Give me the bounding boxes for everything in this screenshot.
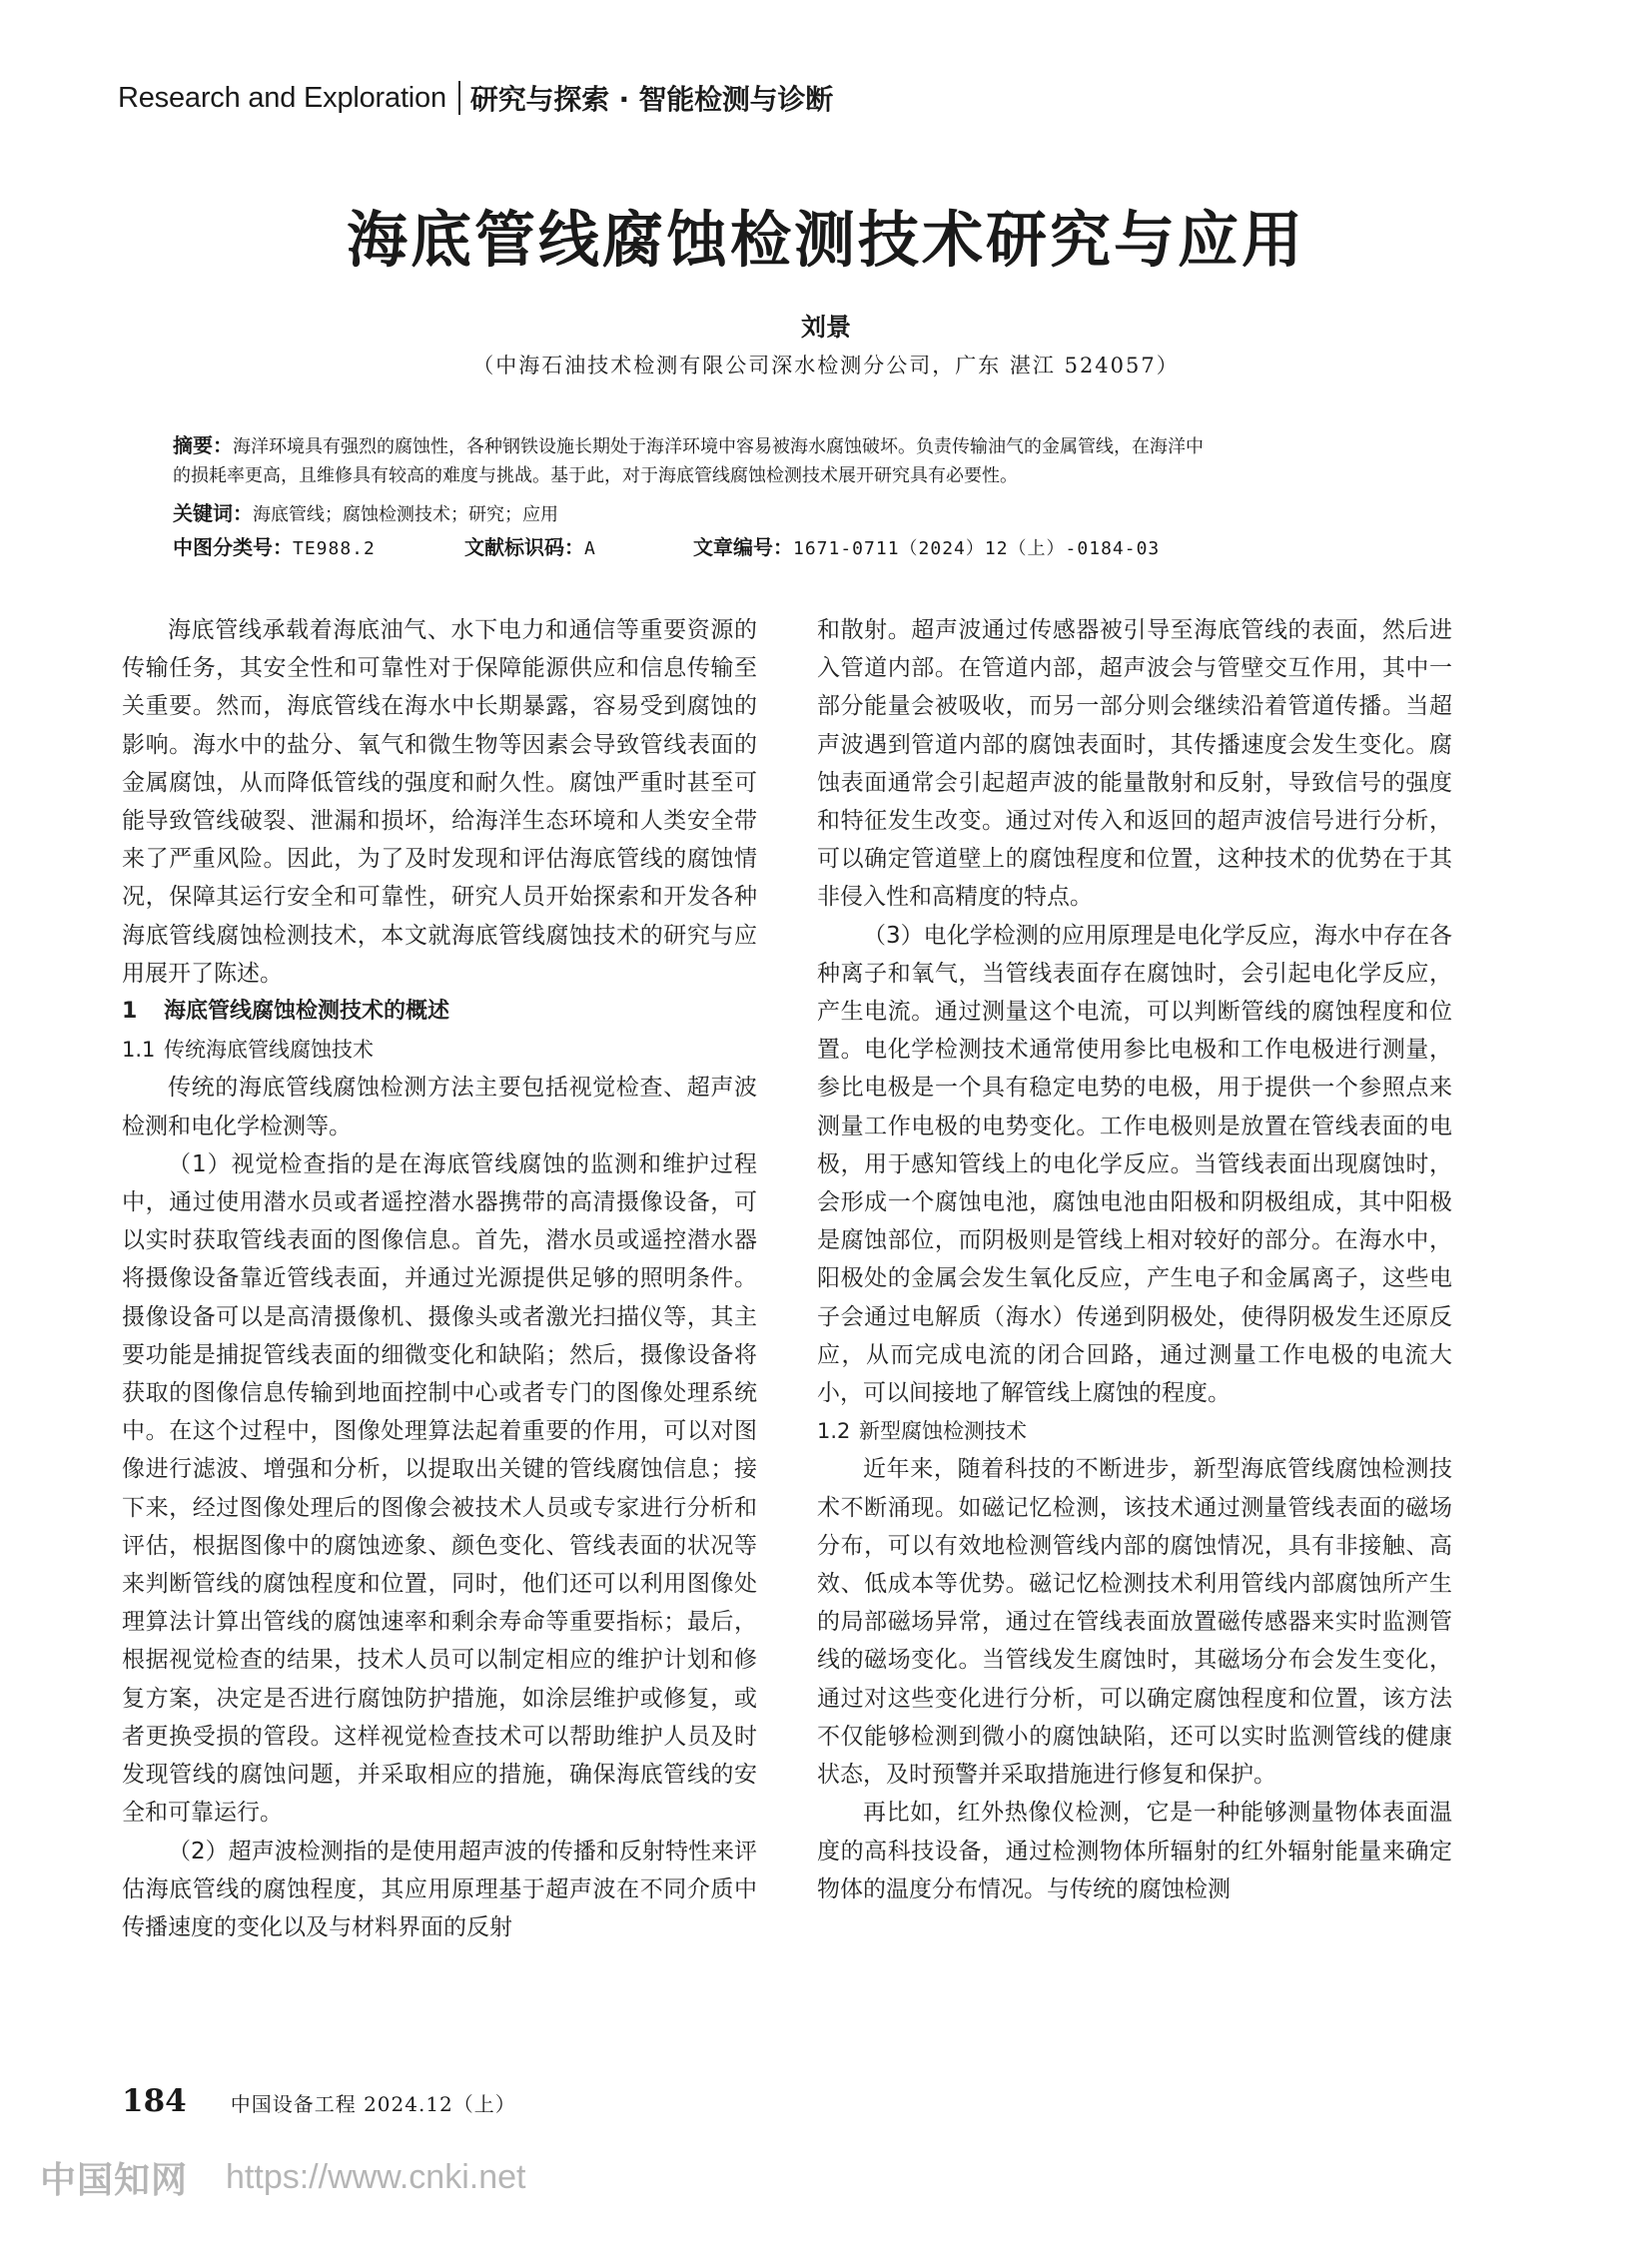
article-number-value: 1671-0711（2024）12（上）-0184-03 <box>793 538 1161 559</box>
section-heading <box>122 1031 757 1069</box>
right-column <box>817 611 1452 1908</box>
article-number-item <box>693 531 1160 560</box>
affiliation: （中海石油技术检测有限公司深水检测分公司，广东 湛江 524057） <box>472 354 1180 377</box>
left-column <box>122 611 757 1946</box>
header-english: Research and Exploration <box>118 81 446 114</box>
clc-value: TE988.2 <box>293 538 376 559</box>
author: 刘景 <box>800 313 851 342</box>
section-title: 海底管线腐蚀检测技术的概述 <box>164 999 450 1025</box>
keywords-label: 关键词： <box>173 501 253 525</box>
cnki-url[interactable]: https://www.cnki.net <box>226 2158 526 2196</box>
abstract-line-2: 的损耗率更高，且维修具有较高的难度与挑战。基于此，对于海底管线腐蚀检测技术展开研究具有必要性。 <box>173 465 1018 486</box>
body-paragraph: （1）视觉检查指的是在海底管线腐蚀的监测和维护过程中，通过使用潜水员或者遥控潜水器携带的高清摄像设备，可以实时获取管线表面的图像信息。首先，潜水员或遥控潜水器将摄像设备靠近管线表面，并通过光源提供足够的照明条件。摄像设备可以是高清摄像机、摄像头或者激光扫描仪等，其主要功能是捕捉管线表面的细微变化和缺陷；然后，摄像设备将获取的图像信息传输到地面控制中心或者专门的图像处理系统中。在这个过程中，图像处理算法起着重要的作用，可以对图像进行滤波、增强和分析，以提取出关键的管线腐蚀信息；接下来，经过图像处理后的图像会被技术人员或专家进行分析和评估，根据图像中的腐蚀迹象、颜色变化、管线表面的状况等来判断管线的腐蚀程度和位置，同时，他们还可以利用图像处理算法计算出管线的腐蚀速率和剩余寿命等重要指标；最后，根据视觉检查的结果，技术人员可以制定相应的维护计划和修复方案，决定是否进行腐蚀防护措施，如涂层维护或修复，或者更换受损的管段。这样视觉检查技术可以帮助维护人员及时发现管线的腐蚀问题，并采取相应的措施，确保海底管线的安全和可靠运行。 <box>122 1150 757 1827</box>
body-paragraph: 再比如，红外热像仪检测，它是一种能够测量物体表面温度的高科技设备，通过检测物体所辐射的红外辐射能量来确定物体的温度分布情况。与传统的腐蚀检测 <box>817 1800 1452 1902</box>
clc-label: 中图分类号： <box>173 535 293 559</box>
body-paragraph: 和散射。超声波通过传感器被引导至海底管线的表面，然后进入管道内部。在管道内部，超声波会与管壁交互作用，其中一部分能量会被吸收，而另一部分则会继续沿着管道传播。当超声波遇到管道内部的腐蚀表面时，其传播速度会发生变化。腐蚀表面通常会引起超声波的能量散射和反射，导致信号的强度和特征发生改变。通过对传入和返回的超声波信号进行分析，可以确定管道壁上的腐蚀程度和位置，这种技术的优势在于其非侵入性和高精度的特点。 <box>817 617 1452 911</box>
section-title: 传统海底管线腐蚀技术 <box>164 1038 374 1063</box>
article-number-label: 文章编号： <box>693 535 793 559</box>
page-footer <box>122 2083 516 2119</box>
section-number: 1.1 <box>122 1038 156 1063</box>
section-heading <box>122 993 757 1031</box>
page-number: 184 <box>122 2083 187 2119</box>
doc-code-label: 文献标识码： <box>464 535 584 559</box>
section-number: 1 <box>122 999 138 1025</box>
doc-code-item <box>464 531 596 560</box>
clc-item <box>173 531 376 560</box>
cnki-watermark <box>40 2152 525 2203</box>
body-paragraph: 近年来，随着科技的不断进步，新型海底管线腐蚀检测技术不断涌现。如磁记忆检测，该技术通过测量管线表面的磁场分布，可以有效地检测管线内部的腐蚀情况，具有非接触、高效、低成本等优势。磁记忆检测技术利用管线内部腐蚀所产生的局部磁场异常，通过在管线表面放置磁传感器来实时监测管线的磁场变化。当管线发生腐蚀时，其磁场分布会发生变化，通过对这些变化进行分析，可以确定腐蚀程度和位置，该方法不仅能够检测到微小的腐蚀缺陷，还可以实时监测管线的健康状态，及时预警并采取措施进行修复和保护。 <box>817 1456 1452 1789</box>
journal-info: 中国设备工程 2024.12（上） <box>230 2092 516 2116</box>
header-divider <box>458 81 460 115</box>
abstract-line-1: 海洋环境具有强烈的腐蚀性，各种钢铁设施长期处于海洋环境中容易被海水腐蚀破坏。负责传输油气的金属管线，在海洋中 <box>233 436 1204 457</box>
body-paragraph: 海底管线承载着海底油气、水下电力和通信等重要资源的传输任务，其安全性和可靠性对于保障能源供应和信息传输至关重要。然而，海底管线在海水中长期暴露，容易受到腐蚀的影响。海水中的盐分、氧气和微生物等因素会导致管线表面的金属腐蚀，从而降低管线的强度和耐久性。腐蚀严重时甚至可能导致管线破裂、泄漏和损坏，给海洋生态环境和人类安全带来了严重风险。因此，为了及时发现和评估海底管线的腐蚀情况，保障其运行安全和可靠性，研究人员开始探索和开发各种海底管线腐蚀检测技术，本文就海底管线腐蚀技术的研究与应用展开了陈述。 <box>122 617 757 987</box>
abstract-label: 摘要： <box>173 433 233 457</box>
running-header <box>118 78 833 118</box>
header-chinese: 研究与探索 · 智能检测与诊断 <box>469 83 834 116</box>
article-title: 海底管线腐蚀检测技术研究与应用 <box>346 205 1305 276</box>
section-number: 1.2 <box>817 1419 851 1444</box>
section-title: 新型腐蚀检测技术 <box>859 1419 1027 1444</box>
body-paragraph: 传统的海底管线腐蚀检测方法主要包括视觉检查、超声波检测和电化学检测等。 <box>122 1075 757 1139</box>
abstract <box>173 431 1476 490</box>
body-paragraph: （2）超声波检测指的是使用超声波的传播和反射特性来评估海底管线的腐蚀程度，其应用原理基于超声波在不同介质中传播速度的变化以及与材料界面的反射 <box>122 1838 757 1940</box>
keywords <box>173 497 558 526</box>
cnki-logo: 中国知网 <box>40 2160 189 2201</box>
body-paragraph: （3）电化学检测的应用原理是电化学反应，海水中存在各种离子和氧气，当管线表面存在腐蚀时，会引起电化学反应，产生电流。通过测量这个电流，可以判断管线的腐蚀程度和位置。电化学检测技术通常使用参比电极和工作电极进行测量，参比电极是一个具有稳定电势的电极，用于提供一个参照点来测量工作电极的电势变化。工作电极则是放置在管线表面的电极，用于感知管线上的电化学反应。当管线表面出现腐蚀时，会形成一个腐蚀电池，腐蚀电池由阳极和阴极组成，其中阳极是腐蚀部位，而阴极则是管线上相对较好的部分。在海水中，阳极处的金属会发生氧化反应，产生电子和金属离子，这些电子会通过电解质（海水）传递到阴极处，使得阴极发生还原反应，从而完成电流的闭合回路，通过测量工作电极的电流大小，可以间接地了解管线上腐蚀的程度。 <box>817 922 1452 1407</box>
section-heading <box>817 1412 1452 1450</box>
keywords-text: 海底管线；腐蚀检测技术；研究；应用 <box>253 504 558 525</box>
doc-code-value: A <box>584 538 596 559</box>
